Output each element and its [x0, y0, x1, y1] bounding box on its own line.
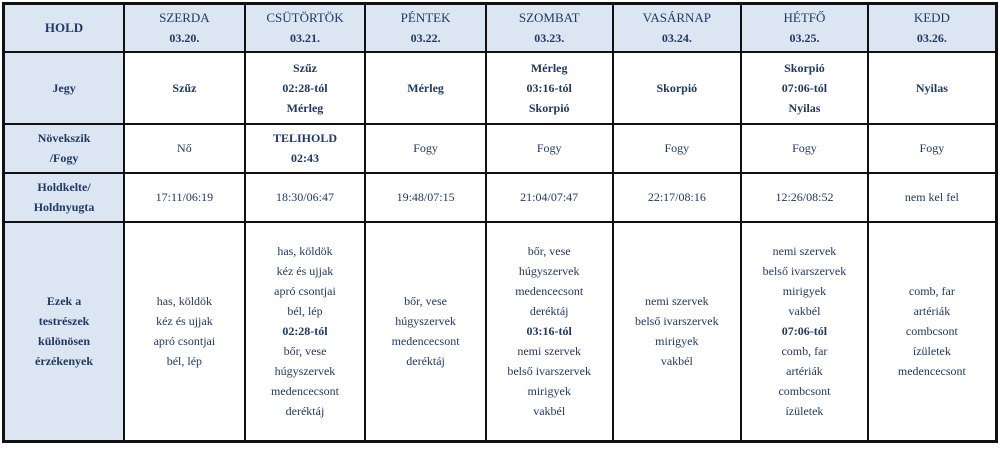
table-cell — [124, 52, 245, 124]
cell-line: bőr, vese — [283, 344, 327, 359]
cell-line: Fogy — [413, 141, 438, 155]
cell-line: mirigyek — [782, 284, 827, 299]
day-header — [868, 4, 997, 52]
cell-line: artériák — [913, 304, 951, 319]
cell-line: bőr, vese — [527, 244, 571, 259]
table-cell — [245, 124, 366, 173]
table-cell — [486, 173, 613, 222]
cell-line: bőr, vese — [404, 294, 447, 309]
cell-line: Skorpió — [656, 80, 698, 95]
cell-line: medencecsont — [391, 334, 460, 349]
day-header — [245, 4, 366, 52]
cell-line: Nyilas — [788, 100, 821, 115]
cell-line: medencecsont — [897, 364, 966, 379]
table-cell — [365, 52, 486, 124]
cell-line: húgyszervek — [518, 264, 580, 279]
table-cell — [613, 173, 742, 222]
day-header — [741, 4, 868, 52]
cell-line: 02:43 — [290, 151, 319, 165]
cell-line: 02:28-tól — [282, 80, 328, 95]
cell-line: kéz és ujjak — [156, 314, 213, 329]
cell-line: bél, lép — [287, 304, 323, 319]
row-label-line: /Fogy — [49, 151, 79, 165]
day-header — [486, 4, 613, 52]
cell-line: belső ivarszervek — [762, 264, 847, 279]
table-cell — [741, 222, 868, 442]
cell-line: 03:16-tól — [526, 324, 572, 339]
cell-line: deréktáj — [529, 304, 569, 319]
day-date: 03.22. — [410, 30, 441, 45]
table-cell — [741, 124, 868, 173]
table-cell — [365, 173, 486, 222]
table-row — [4, 52, 997, 124]
cell-line: combcsont — [905, 324, 958, 339]
day-date: 03.20. — [169, 30, 200, 45]
cell-line: Fogy — [536, 141, 562, 155]
cell-line: 02:28-tól — [282, 324, 328, 339]
table-cell — [245, 222, 366, 442]
day-name: CSÜTÖRTÖK — [266, 9, 344, 25]
table-cell — [486, 124, 613, 173]
day-date: 03.23. — [534, 30, 565, 45]
cell-line: nemi szervek — [645, 294, 709, 309]
day-name: HÉTFŐ — [783, 9, 826, 25]
table-cell — [868, 173, 997, 222]
table-cell — [365, 124, 486, 173]
day-date: 03.26. — [916, 30, 947, 45]
cell-line: 07:06-tól — [781, 324, 828, 339]
table-row — [4, 124, 997, 173]
cell-line: 07:06-tól — [781, 80, 828, 95]
cell-line: ízületek — [785, 404, 824, 419]
row-label-line: Növekszik — [37, 131, 91, 145]
cell-line: Nyilas — [915, 80, 948, 95]
cell-line: 21:04/07:47 — [520, 190, 579, 204]
table-cell — [486, 222, 613, 442]
cell-line: combcsont — [778, 384, 831, 399]
cell-line: ízületek — [912, 344, 951, 359]
cell-line: comb, far — [781, 344, 828, 359]
table-cell — [124, 222, 245, 442]
cell-line: Mérleg — [407, 80, 444, 95]
cell-line: Fogy — [919, 141, 945, 155]
day-name: PÉNTEK — [400, 9, 451, 25]
table-cell — [245, 52, 366, 124]
cell-line: Nő — [177, 141, 192, 155]
cell-line: belső ivarszervek — [507, 364, 591, 379]
table-cell — [613, 52, 742, 124]
row-label — [4, 52, 125, 124]
day-header — [124, 4, 245, 52]
cell-line: Mérleg — [530, 60, 568, 75]
cell-line: bél, lép — [166, 354, 203, 369]
cell-line: artériák — [786, 364, 823, 379]
row-label-line: különösen — [38, 334, 91, 349]
row-label-line: Holdkelte/ — [37, 180, 91, 194]
table-cell — [613, 124, 742, 173]
table-row — [4, 173, 997, 222]
cell-line: 12:26/08:52 — [775, 190, 834, 204]
cell-line: 19:48/07:15 — [396, 190, 455, 204]
cell-line: belső ivarszervek — [635, 314, 719, 329]
cell-line: 18:30/06:47 — [275, 190, 334, 204]
row-label-line: Jegy — [52, 80, 76, 95]
table-cell — [124, 124, 245, 173]
table-cell — [868, 222, 997, 442]
cell-line: vakbél — [533, 404, 566, 419]
cell-line: mirigyek — [527, 384, 571, 399]
cell-line: Szűz — [292, 60, 317, 75]
row-label — [4, 124, 125, 173]
cell-line: húgyszervek — [395, 314, 456, 329]
table-cell — [868, 124, 997, 173]
cell-line: Skorpió — [528, 100, 570, 115]
table-cell — [124, 173, 245, 222]
cell-line: nemi szervek — [772, 244, 837, 259]
moon-calendar-table — [2, 2, 998, 443]
row-label-line: érzékenyek — [35, 354, 94, 369]
cell-line: nemi szervek — [517, 344, 581, 359]
cell-line: vakbél — [788, 304, 821, 319]
day-header — [613, 4, 742, 52]
cell-line: nem kel fel — [904, 190, 959, 204]
row-label — [4, 173, 125, 222]
cell-line: medencecsont — [271, 384, 339, 399]
table-cell — [613, 222, 742, 442]
cell-line: Fogy — [664, 141, 690, 155]
cell-line: deréktáj — [285, 404, 325, 419]
cell-line: húgyszervek — [274, 364, 336, 379]
cell-line: medencecsont — [515, 284, 584, 299]
table-cell — [741, 52, 868, 124]
corner-header: HOLD — [4, 4, 125, 52]
cell-line: 17:11/06:19 — [155, 190, 214, 204]
day-date: 03.25. — [789, 30, 820, 45]
table-row — [4, 222, 997, 442]
day-name: SZOMBAT — [518, 9, 580, 25]
cell-line: kéz és ujjak — [276, 264, 334, 279]
day-date: 03.21. — [289, 30, 320, 45]
table-cell — [486, 52, 613, 124]
cell-line: Fogy — [792, 141, 817, 155]
table-cell — [365, 222, 486, 442]
cell-line: has, köldök — [277, 244, 333, 259]
cell-line: Mérleg — [286, 100, 324, 115]
day-name: SZERDA — [159, 9, 210, 25]
row-label-line: Holdnyugta — [33, 200, 95, 214]
cell-line: apró csontjai — [153, 334, 216, 349]
day-name: VASÁRNAP — [642, 9, 712, 25]
header-row — [4, 4, 997, 52]
cell-line: deréktáj — [406, 354, 445, 369]
day-date: 03.24. — [661, 30, 692, 45]
cell-line: Szűz — [172, 80, 197, 95]
cell-line: TELIHOLD — [272, 131, 337, 145]
row-label-line: Ezek a — [46, 294, 82, 309]
cell-line: has, köldök — [156, 294, 213, 309]
table-cell — [245, 173, 366, 222]
cell-line: comb, far — [908, 284, 955, 299]
table-cell — [868, 52, 997, 124]
cell-line: Skorpió — [784, 60, 825, 75]
cell-line: 22:17/08:16 — [647, 190, 706, 204]
cell-line: 03:16-tól — [526, 80, 572, 95]
day-header — [365, 4, 486, 52]
row-label — [4, 222, 125, 442]
cell-line: mirigyek — [655, 334, 699, 349]
cell-line: apró csontjai — [274, 284, 336, 299]
row-label-line: testrészek — [38, 314, 90, 329]
cell-line: vakbél — [660, 354, 693, 369]
day-name: KEDD — [913, 9, 950, 25]
table-cell — [741, 173, 868, 222]
